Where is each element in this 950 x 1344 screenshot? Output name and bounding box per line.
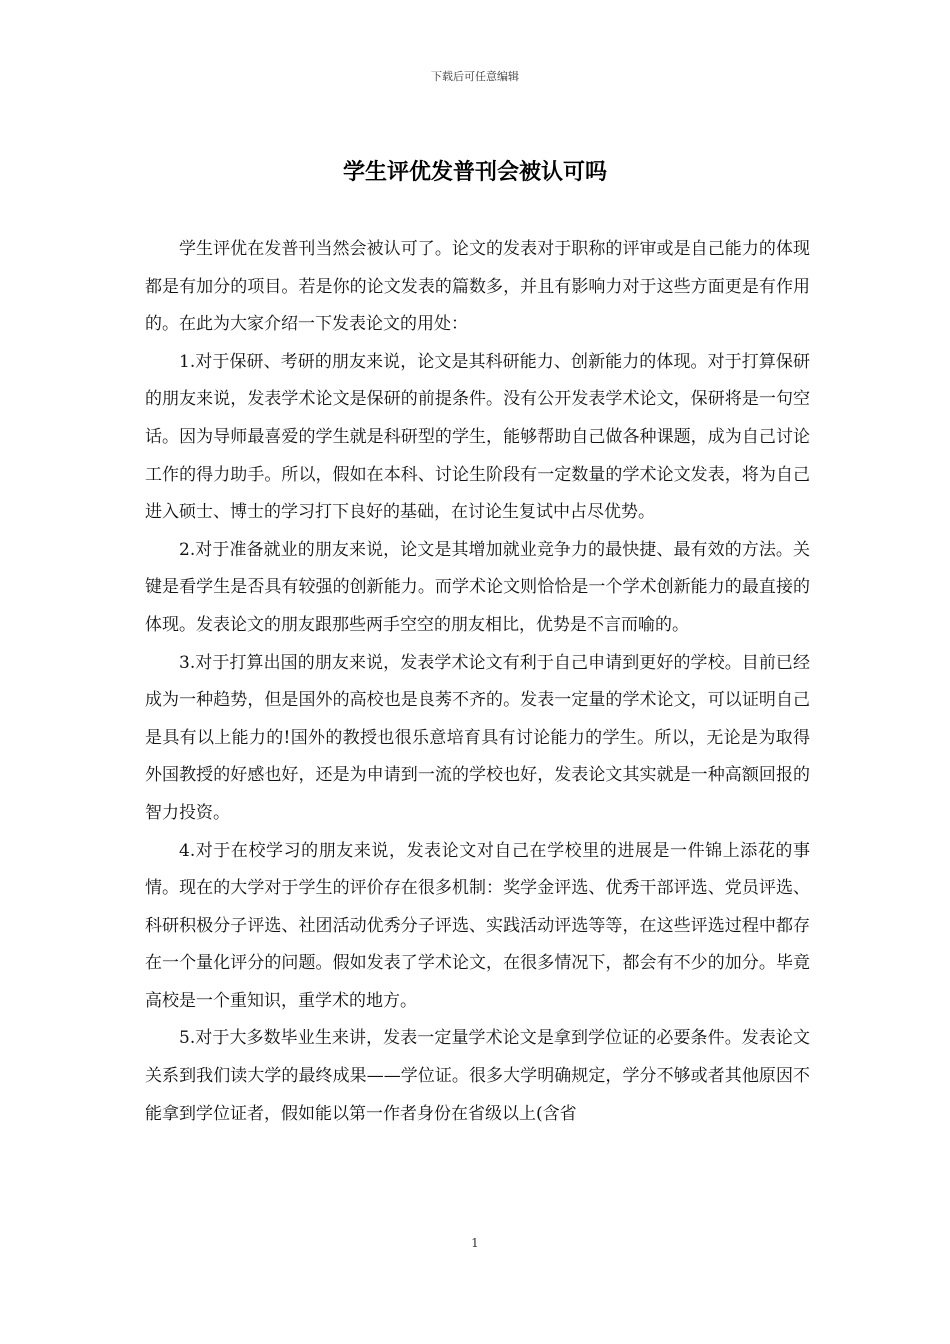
document-title: 学生评优发普刊会被认可吗	[342, 160, 607, 185]
document-body	[145, 231, 810, 1133]
page-number: 1	[471, 1236, 479, 1250]
paragraph-point-2: 2.对于准备就业的朋友来说，论文是其增加就业竞争力的最快捷、最有效的方法。关键是看学生是否具有较强的创新能力。而学术论文则恰恰是一个学术创新能力的最直接的体现。发表论文的朋友跟那些两手空空的朋友相比，优势是不言而喻的。	[145, 539, 810, 635]
paragraph-point-3: 3.对于打算出国的朋友来说，发表学术论文有利于自己申请到更好的学校。目前已经成为一种趋势，但是国外的高校也是良莠不齐的。发表一定量的学术论文，可以证明自己是具有以上能力的!国外的教授也很乐意培育具有讨论能力的学生。所以，无论是为取得外国教授的好感也好，还是为申请到一流的学校也好，发表论文其实就是一种高额回报的智力投资。	[145, 652, 810, 823]
header-note: 下载后可任意编辑	[431, 70, 519, 83]
intro-paragraph: 学生评优在发普刊当然会被认可了。论文的发表对于职称的评审或是自己能力的体现都是有加分的项目。若是你的论文发表的篇数多，并且有影响力对于这些方面更是有作用的。在此为大家介绍一下发表论文的用处：	[145, 239, 810, 335]
paragraph-point-1: 1.对于保研、考研的朋友来说，论文是其科研能力、创新能力的体现。对于打算保研的朋友来说，发表学术论文是保研的前提条件。没有公开发表学术论文，保研将是一句空话。因为导师最喜爱的学生就是科研型的学生，能够帮助自己做各种课题，成为自己讨论工作的得力助手。所以，假如在本科、讨论生阶段有一定数量的学术论文发表，将为自己进入硕士、博士的学习打下良好的基础，在讨论生复试中占尽优势。	[145, 351, 810, 523]
paragraph-point-5: 5.对于大多数毕业生来讲，发表一定量学术论文是拿到学位证的必要条件。发表论文关系到我们读大学的最终成果——学位证。很多大学明确规定，学分不够或者其他原因不能拿到学位证者，假如能以第一作者身份在省级以上(含省	[145, 1028, 810, 1124]
paragraph-point-4: 4.对于在校学习的朋友来说，发表论文对自己在学校里的进展是一件锦上添花的事情。现在的大学对于学生的评价存在很多机制：奖学金评选、优秀干部评选、党员评选、科研积极分子评选、社团活动优秀分子评选、实践活动评选等等，在这些评选过程中都存在一个量化评分的问题。假如发表了学术论文，在很多情况下，都会有不少的加分。毕竟高校是一个重知识，重学术的地方。	[145, 840, 810, 1011]
